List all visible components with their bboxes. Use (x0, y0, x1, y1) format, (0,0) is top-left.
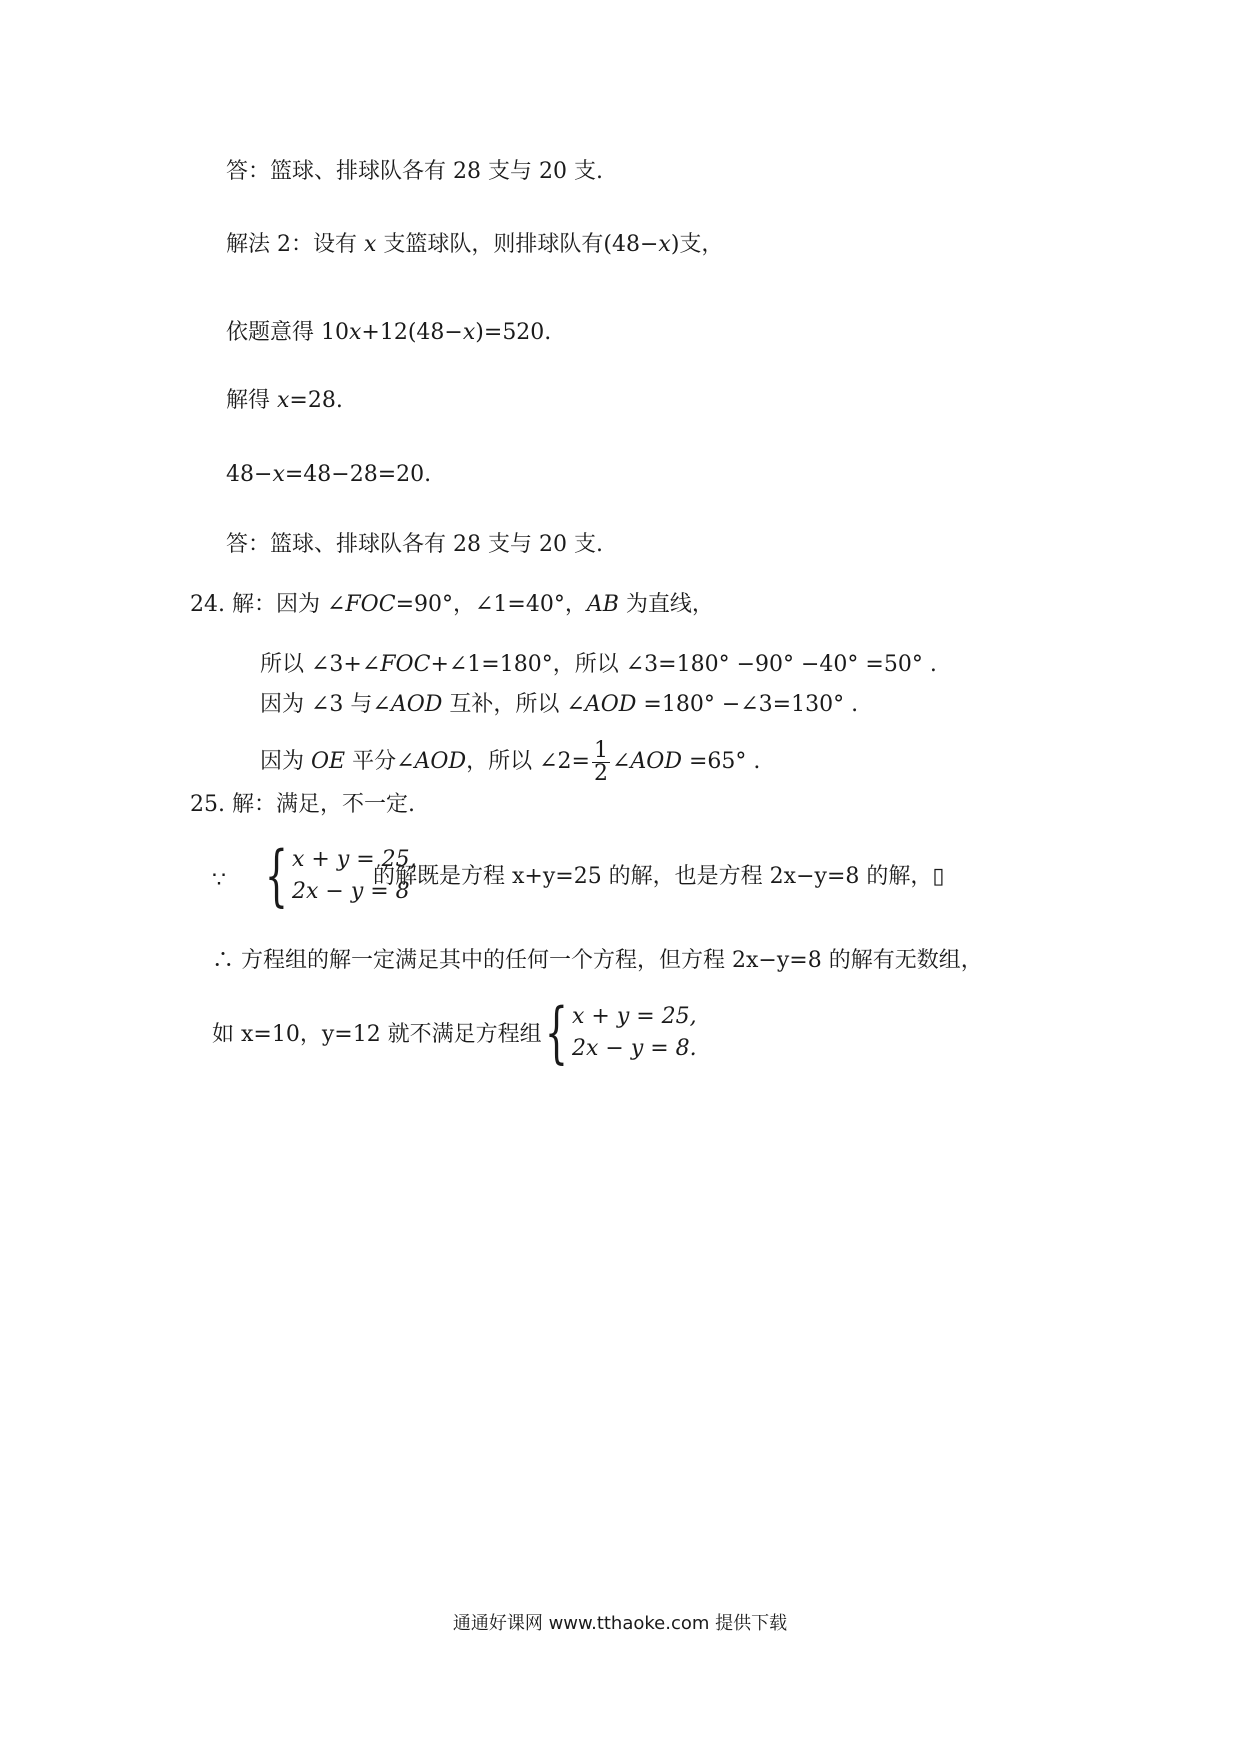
equation-2: 2x − y = 8 (292, 879, 410, 904)
text: =28. (289, 388, 343, 413)
text: 解法 2：设有 (226, 232, 364, 257)
text: +∠1=180°，所以 ∠3=180° −90° −40° =50° . (430, 652, 937, 677)
var-x: x (462, 320, 476, 345)
text: 方程组的解一定满足其中的任何一个方程，但方程 2x−y=8 的解有无数组， (234, 948, 983, 973)
var: AOD (584, 692, 637, 717)
answer-text: 答：篮球、排球队各有 28 支与 20 支. (226, 532, 603, 557)
text: 为直线， (618, 592, 714, 617)
text: =48−28=20. (284, 462, 432, 487)
text: 依题意得 10 (226, 320, 349, 345)
q24-line-1 (190, 590, 714, 620)
text: +12(48− (361, 320, 463, 345)
footer (0, 1612, 1240, 1636)
text: )支， (670, 232, 724, 257)
text: ∠ (611, 749, 631, 774)
text: 解得 (226, 388, 277, 413)
equation-1: x + y = 25, (572, 1004, 697, 1029)
text: ∵ (212, 868, 226, 893)
fraction-one-half (592, 737, 610, 786)
text: 支篮球队，则排球队有(48− (376, 232, 659, 257)
because-symbol (212, 866, 226, 896)
denominator: 2 (593, 760, 608, 786)
method2-line (226, 230, 723, 260)
text: =90°，∠1=40°， (395, 592, 587, 617)
q25-line-3 (212, 946, 983, 976)
text: 因为 ∠3 与∠ (260, 692, 391, 717)
text: =180° −∠3=130° . (636, 692, 859, 717)
equation-1: x + y = 25, (292, 847, 417, 872)
q24-line-3 (260, 690, 858, 720)
equation-line (226, 318, 551, 348)
equations (572, 1001, 697, 1065)
var: OE (311, 749, 346, 774)
equation-2: 2x − y = 8. (572, 1036, 697, 1061)
brace-icon: { (264, 837, 288, 914)
text: 的解既是方程 x+y=25 的解，也是方程 2x−y=8 的解，▯ (373, 864, 945, 889)
text: 因为 (260, 749, 311, 774)
text: 互补，所以 ∠ (442, 692, 585, 717)
numerator: 1 (593, 737, 608, 763)
text: 所以 ∠3+∠ (260, 652, 381, 677)
text: 如 x=10，y=12 就不满足方程组 (212, 1022, 542, 1047)
answer-line-2 (226, 530, 603, 560)
answer-text: 答：篮球、排球队各有 28 支与 20 支. (226, 159, 603, 184)
answer-line-1 (226, 157, 603, 187)
q25-line-2 (373, 862, 944, 892)
q24-line-4 (260, 735, 760, 789)
brace-icon: { (544, 994, 568, 1071)
footer-text: 通通好课网 www.tthaoke.com 提供下载 (452, 1613, 788, 1634)
text: 24. 解：因为 ∠ (190, 592, 346, 617)
var: AOD (414, 749, 467, 774)
var: AOD (630, 749, 682, 774)
text: 25. 解：满足，不一定. (190, 792, 415, 817)
equation-system-2 (526, 994, 697, 1071)
text: 平分∠ (345, 749, 415, 774)
var-x: x (349, 320, 362, 345)
var-x: x (658, 232, 671, 257)
text: =65° . (681, 749, 761, 774)
q25-line-4 (212, 1020, 542, 1050)
solve-line (226, 386, 343, 416)
calc-line (226, 460, 431, 490)
text: )=520. (475, 320, 552, 345)
q24-line-2 (260, 650, 937, 680)
var-x: x (363, 232, 377, 257)
q25-line-1 (190, 790, 415, 820)
var-x: x (277, 388, 290, 413)
var: AB (586, 592, 619, 617)
var: FOC (345, 592, 396, 617)
var: AOD (390, 692, 443, 717)
text: ，所以 ∠2= (466, 749, 590, 774)
var: FOC (380, 652, 431, 677)
text: 48− (226, 462, 273, 487)
therefore-symbol: ∴ (212, 948, 235, 973)
var-x: x (272, 462, 285, 487)
